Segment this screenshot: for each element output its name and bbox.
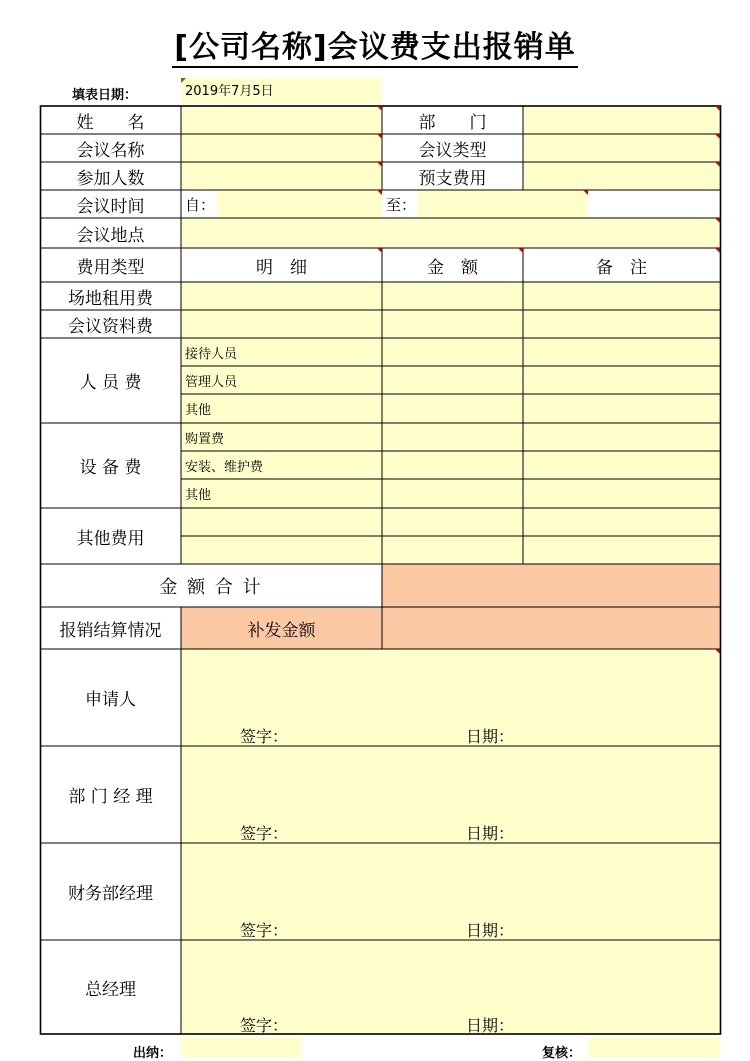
approval-role-applicant: 申请人 (40, 649, 181, 746)
fill-date-label: 填表日期： (72, 88, 138, 103)
materials-category: 会议资料费 (40, 310, 181, 338)
sign-label: 签字： (240, 921, 289, 940)
header-amount: 金 额 (382, 248, 523, 282)
settlement-label: 报销结算情况 (40, 607, 181, 649)
dept-label: 部 门 (382, 106, 523, 134)
personnel-item: 管理人员 (181, 366, 382, 394)
date-label: 日期： (466, 824, 515, 843)
comment-marker-icon (715, 162, 720, 167)
header-detail: 明 细 (181, 248, 382, 282)
from-label: 自： (181, 190, 217, 218)
cashier-field[interactable] (181, 1037, 301, 1057)
header-remark: 备 注 (523, 248, 720, 282)
comment-marker-icon (377, 162, 382, 167)
meeting-name-label: 会议名称 (40, 134, 181, 162)
personnel-item: 其他 (181, 394, 382, 423)
name-label: 姓 名 (40, 106, 181, 134)
comment-marker-icon (715, 134, 720, 139)
header-type: 费用类型 (40, 248, 181, 282)
reviewer-label: 复核： (542, 1046, 582, 1061)
attendees-label: 参加人数 (40, 162, 181, 190)
comment-marker-icon (715, 106, 720, 111)
comment-marker-icon (377, 248, 382, 253)
date-label: 日期： (466, 1016, 515, 1035)
other-category: 其他费用 (40, 508, 181, 564)
comment-marker-icon (583, 190, 588, 195)
sign-label: 签字： (240, 1016, 289, 1035)
meeting-type-label: 会议类型 (382, 134, 523, 162)
sign-label: 签字： (240, 824, 289, 843)
approval-role-general-manager: 总经理 (40, 940, 181, 1034)
personnel-item: 接待人员 (181, 338, 382, 366)
fill-date-field[interactable]: 2019年7月5日 (181, 78, 381, 104)
comment-marker-icon (715, 218, 720, 223)
equipment-item: 安装、维护费 (181, 451, 382, 479)
date-label: 日期： (466, 921, 515, 940)
equipment-category: 设 备 费 (40, 423, 181, 508)
comment-marker-icon (377, 134, 382, 139)
venue-category: 场地租用费 (40, 282, 181, 310)
to-label: 至： (382, 190, 418, 218)
comment-marker-icon (377, 190, 382, 195)
approval-role-dept-manager: 部 门 经 理 (40, 746, 181, 843)
time-label: 会议时间 (40, 190, 181, 218)
place-label: 会议地点 (40, 218, 181, 248)
total-label: 金 额 合 计 (40, 564, 382, 607)
date-label: 日期： (466, 727, 515, 746)
page-title: [公司名称]会议费支出报销单 (0, 22, 750, 66)
sign-label: 签字： (240, 727, 289, 746)
comment-marker-icon (715, 248, 720, 253)
comment-marker-icon (518, 248, 523, 253)
budget-label: 预支费用 (382, 162, 523, 190)
cashier-label: 出纳： (133, 1046, 173, 1061)
comment-marker-icon (377, 106, 382, 111)
equipment-item: 其他 (181, 479, 382, 508)
comment-marker-icon (715, 649, 720, 654)
supplement-label: 补发金额 (181, 607, 382, 649)
personnel-category: 人 员 费 (40, 338, 181, 423)
reviewer-field[interactable] (588, 1037, 720, 1057)
equipment-item: 购置费 (181, 423, 382, 451)
approval-role-finance-manager: 财务部经理 (40, 843, 181, 940)
